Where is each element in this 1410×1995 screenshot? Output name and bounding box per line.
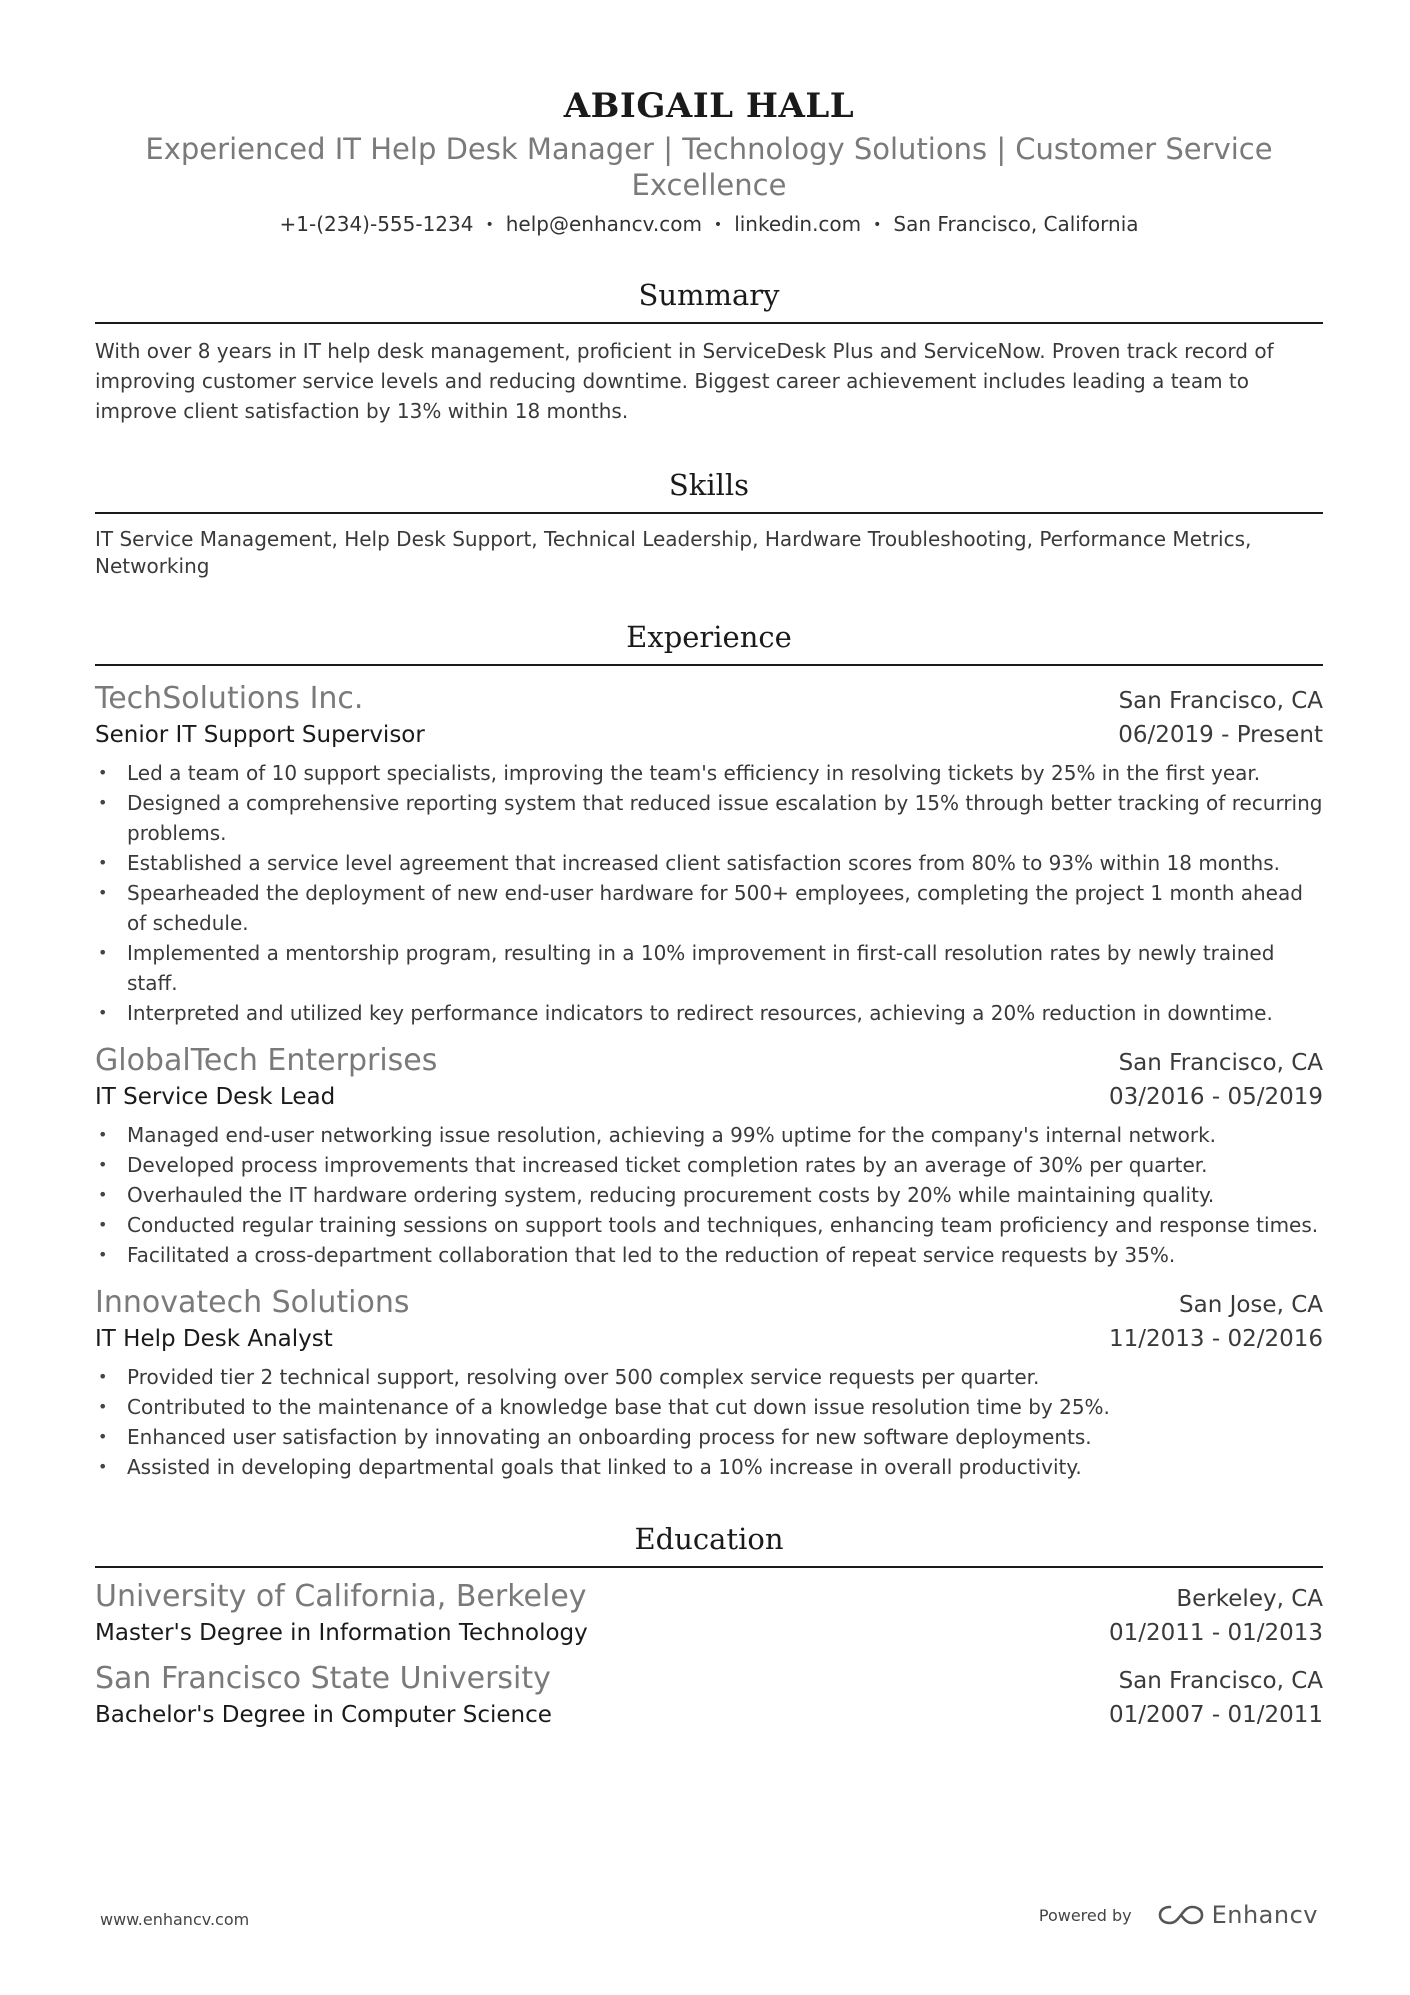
school-location: San Francisco, CA <box>1118 1668 1323 1694</box>
education-entry <box>95 1578 1323 1650</box>
degree-name: Bachelor's Degree in Computer Science <box>95 1702 552 1728</box>
powered-by-label: Powered by <box>1038 1905 1132 1925</box>
contact-phone: +1-(234)-555-1234 <box>279 212 474 236</box>
education-section <box>95 1520 1323 1732</box>
achievement-item: • Established a service level agreement that increased client satisfaction scores from 80% to 93% within 18 months. <box>95 848 1323 878</box>
achievement-item: • Led a team of 10 support specialists, improving the team's efficiency in resolving tickets by 25% in the first year. <box>95 758 1323 788</box>
experience-entry <box>95 1284 1323 1482</box>
enhancv-logo-icon <box>1158 1903 1204 1927</box>
job-dates: 06/2019 - Present <box>1118 722 1323 748</box>
skills-title: Skills <box>95 466 1323 514</box>
achievement-item: • Enhanced user satisfaction by innovating an onboarding process for new software deployments. <box>95 1422 1323 1452</box>
achievement-item: • Managed end-user networking issue resolution, achieving a 99% uptime for the company's internal network. <box>95 1120 1323 1150</box>
job-title: Senior IT Support Supervisor <box>95 722 425 748</box>
contact-line <box>95 211 1323 238</box>
enhancv-brand-name: Enhancv <box>1211 1901 1318 1929</box>
experience-section <box>95 618 1323 1482</box>
contact-location: San Francisco, California <box>893 212 1139 236</box>
job-dates: 03/2016 - 05/2019 <box>1108 1084 1323 1110</box>
education-dates: 01/2007 - 01/2011 <box>1108 1702 1323 1728</box>
summary-title: Summary <box>95 276 1323 324</box>
school-location: Berkeley, CA <box>1176 1586 1323 1612</box>
achievement-item: • Overhauled the IT hardware ordering system, reducing procurement costs by 20% while maintaining quality. <box>95 1180 1323 1210</box>
school-name: University of California, Berkeley <box>95 1579 587 1614</box>
resume-page <box>95 0 1323 1732</box>
job-title: IT Help Desk Analyst <box>95 1326 333 1352</box>
contact-linkedin[interactable]: linkedin.com <box>734 212 862 236</box>
degree-name: Master's Degree in Information Technology <box>95 1620 588 1646</box>
job-dates: 11/2013 - 02/2016 <box>1108 1326 1323 1352</box>
school-name: San Francisco State University <box>95 1661 551 1696</box>
achievement-item: • Interpreted and utilized key performance indicators to redirect resources, achieving a 20% reduction in downtime. <box>95 998 1323 1028</box>
achievement-item: • Assisted in developing departmental goals that linked to a 10% increase in overall productivity. <box>95 1452 1323 1482</box>
experience-title: Experience <box>95 618 1323 666</box>
footer-branding[interactable] <box>1039 1901 1318 1929</box>
skills-list: IT Service Management, Help Desk Support, Technical Leadership, Hardware Troubleshooting, Performance Metrics, Networking <box>95 527 1252 578</box>
candidate-headline: Experienced IT Help Desk Manager | Technology Solutions | Customer Service Excellence <box>145 132 1273 202</box>
separator-dot: • <box>485 217 494 233</box>
enhancv-logo-icon <box>1158 1903 1204 1927</box>
achievement-item: • Implemented a mentorship program, resulting in a 10% improvement in first-call resolution rates by newly trained staff. <box>95 938 1323 998</box>
achievement-item: • Provided tier 2 technical support, resolving over 500 complex service requests per quarter. <box>95 1362 1323 1392</box>
footer-website-link[interactable]: www.enhancv.com <box>100 1910 250 1929</box>
achievement-item: • Developed process improvements that increased ticket completion rates by an average of 30% per quarter. <box>95 1150 1323 1180</box>
company-name: TechSolutions Inc. <box>95 681 364 716</box>
education-entry <box>95 1660 1323 1732</box>
separator-dot: • <box>873 217 882 233</box>
achievement-list <box>95 1120 1323 1270</box>
achievement-list <box>95 1362 1323 1482</box>
summary-section <box>95 276 1323 426</box>
job-title: IT Service Desk Lead <box>95 1084 336 1110</box>
skills-section <box>95 466 1323 580</box>
experience-entry <box>95 1042 1323 1270</box>
experience-entry <box>95 680 1323 1028</box>
job-location: San Jose, CA <box>1179 1292 1323 1318</box>
achievement-item: • Spearheaded the deployment of new end-user hardware for 500+ employees, completing the project 1 month ahead of schedule. <box>95 878 1323 938</box>
achievement-item: • Designed a comprehensive reporting system that reduced issue escalation by 15% through better tracking of recurring problems. <box>95 788 1323 848</box>
education-title: Education <box>95 1520 1323 1568</box>
contact-email[interactable]: help@enhancv.com <box>505 212 702 236</box>
company-name: GlobalTech Enterprises <box>95 1043 438 1078</box>
candidate-name: ABIGAIL HALL <box>563 86 855 126</box>
separator-dot: • <box>713 217 723 233</box>
company-name: Innovatech Solutions <box>95 1285 410 1320</box>
achievement-list <box>95 758 1323 1028</box>
job-location: San Francisco, CA <box>1118 688 1323 714</box>
achievement-item: • Conducted regular training sessions on support tools and techniques, enhancing team proficiency and response times. <box>95 1210 1323 1240</box>
education-dates: 01/2011 - 01/2013 <box>1108 1620 1323 1646</box>
achievement-item: • Contributed to the maintenance of a knowledge base that cut down issue resolution time by 25%. <box>95 1392 1323 1422</box>
summary-text: With over 8 years in IT help desk management, proficient in ServiceDesk Plus and ServiceNow. Proven track record of improving customer service levels and reducing downtime. Biggest career achievement includes leading a team to improve client satisfaction by 13% within 18 months. <box>95 339 1274 423</box>
achievement-item: • Facilitated a cross-department collaboration that led to the reduction of repeat service requests by 35%. <box>95 1240 1323 1270</box>
job-location: San Francisco, CA <box>1118 1050 1323 1076</box>
